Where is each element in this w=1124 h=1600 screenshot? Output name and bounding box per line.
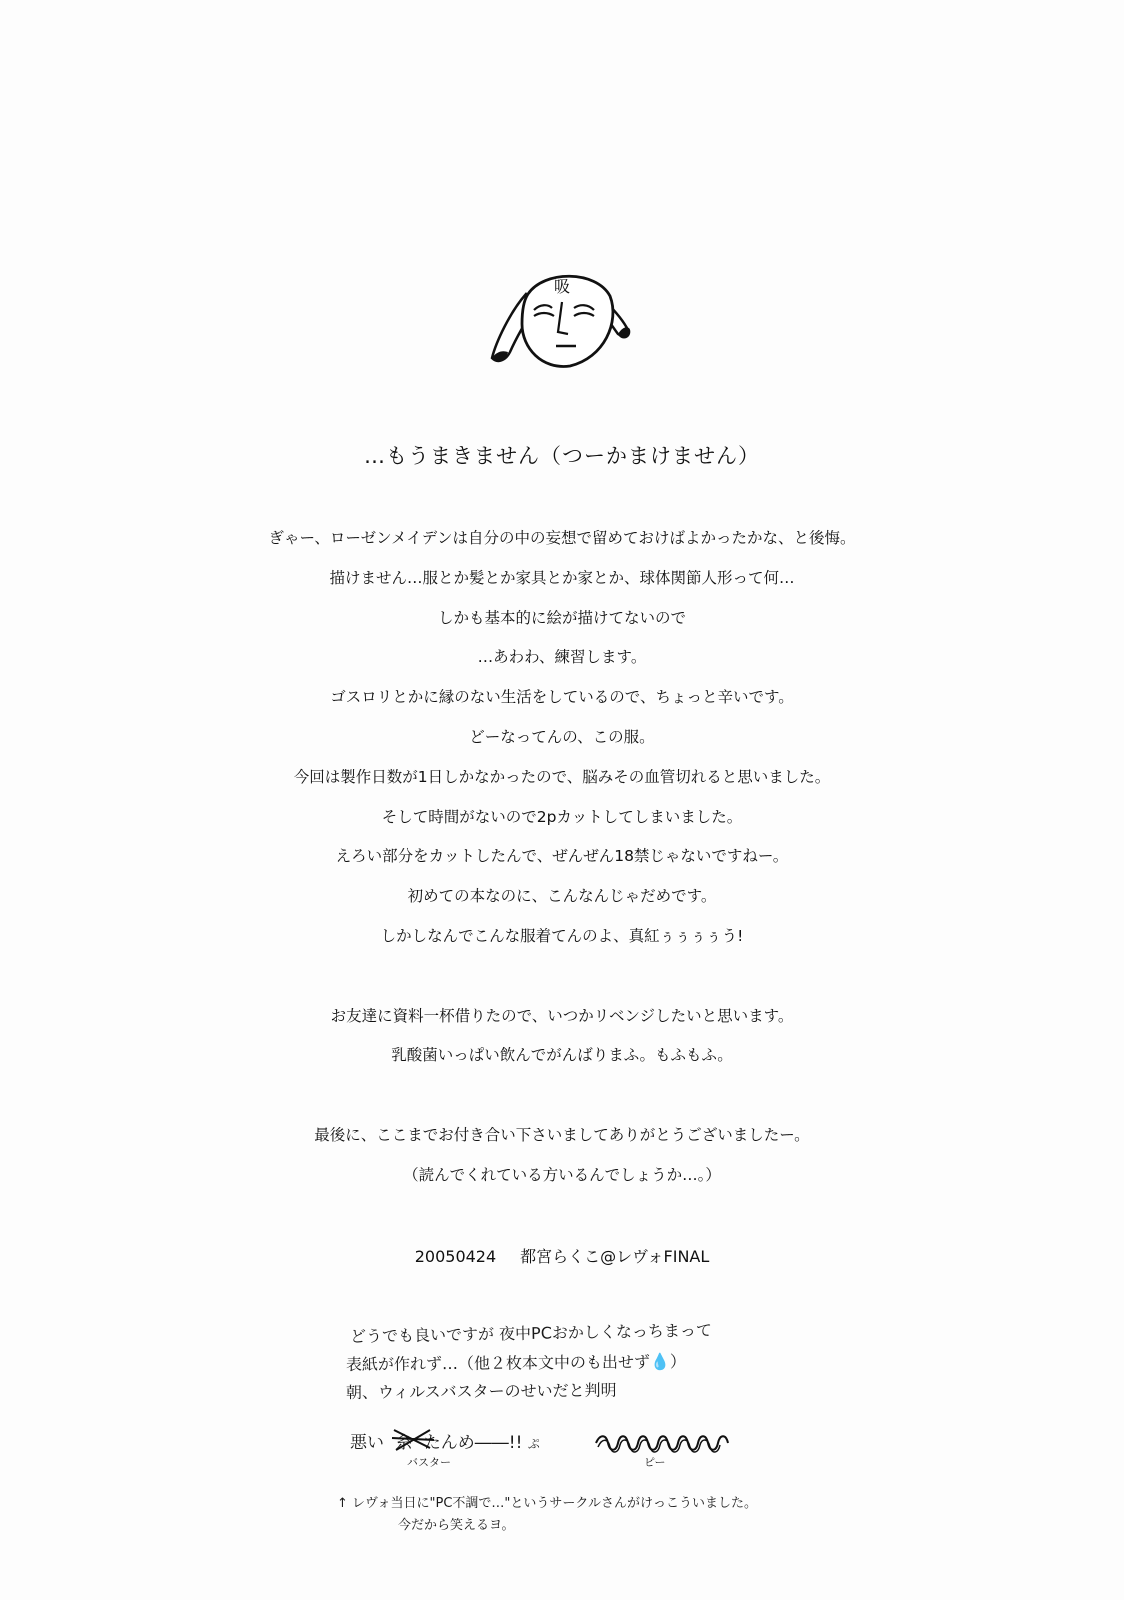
body-line: しかしなんでこんな服着てんのよ、真紅ぅぅぅぅう! bbox=[380, 926, 744, 945]
handwritten-line-2: 表紙が作れず…（他２枚本文中のも出せず💧） bbox=[345, 1352, 687, 1374]
body-line: （読んでくれている方いるんでしょうか…。） bbox=[403, 1165, 721, 1184]
body-line: えろい部分をカットしたんで、ぜんぜん18禁じゃないですねー。 bbox=[335, 847, 789, 866]
body-line: 描けません…服とか髪とか家具とか家とか、球体関節人形って何… bbox=[329, 568, 795, 587]
body-line: ゴスロリとかに縁のない生活をしているので、ちょっと辛いです。 bbox=[330, 688, 794, 707]
body-line: 乳酸菌いっぱい飲んでがんばりまふ。もふもふ。 bbox=[391, 1046, 733, 1065]
body-spacer bbox=[0, 1083, 1124, 1123]
body-line: 初めての本なのに、こんなんじゃだめです。 bbox=[407, 887, 717, 906]
signature-date: 20050424 bbox=[414, 1247, 497, 1266]
body-line: しかも基本的に絵が描けてないので bbox=[437, 608, 686, 627]
signature bbox=[0, 1244, 1124, 1267]
body-line: …あわわ、練習します。 bbox=[477, 648, 647, 667]
handwritten-ruby-beep: ピー bbox=[644, 1456, 666, 1469]
body-line: 今回は製作日数が1日しかなかったので、脳みその血管切れると思いました。 bbox=[293, 767, 831, 786]
handwritten-note-2: 今だから笑えるヨ。 bbox=[398, 1518, 515, 1533]
body-line: どーなってんの、この服。 bbox=[469, 727, 655, 746]
body-line: 最後に、ここまでお付き合い下さいましてありがとうございましたー。 bbox=[314, 1125, 810, 1144]
handwritten-mark: ぷ bbox=[527, 1437, 540, 1451]
handwritten-bad: 悪い bbox=[350, 1433, 384, 1453]
handwritten-ruby-buster: バスター bbox=[407, 1456, 451, 1469]
handwritten-line-1: どうでも良いですが 夜中PCおかしくなっちまって bbox=[349, 1320, 713, 1346]
afterword-body bbox=[0, 526, 1124, 1203]
dog-face-doodle-icon bbox=[488, 272, 648, 382]
strike-scribble-icon bbox=[390, 1424, 436, 1454]
body-line: お友達に資料一杯借りたので、いつかリベンジしたいと思います。 bbox=[330, 1006, 794, 1025]
mascot-forehead-glyph: 吸 bbox=[554, 277, 571, 296]
handwritten-exclaim: たんめ――!! bbox=[423, 1433, 523, 1453]
page-title: …もうまきません（つーかまけません） bbox=[364, 444, 760, 468]
handwritten-struck-word: 糸 bbox=[395, 1433, 413, 1453]
body-line: そして時間がないので2pカットしてしまいました。 bbox=[381, 807, 743, 826]
handwritten-line-3: 朝、ウィルスバスターのせいだと判明 bbox=[345, 1380, 617, 1402]
handwritten-note-1: ↑ レヴォ当日に"PC不調で…"というサークルさんがけっこういました。 bbox=[337, 1496, 757, 1511]
body-line: ぎゃー、ローゼンメイデンは自分の中の妄想で留めておけばよかったかな、と後悔。 bbox=[268, 529, 856, 547]
handwritten-line-4 bbox=[350, 1428, 540, 1453]
censor-scribble-icon bbox=[592, 1432, 732, 1454]
signature-author: 都宮らくこ@レヴォFINAL bbox=[520, 1247, 710, 1266]
body-spacer bbox=[0, 964, 1124, 1004]
